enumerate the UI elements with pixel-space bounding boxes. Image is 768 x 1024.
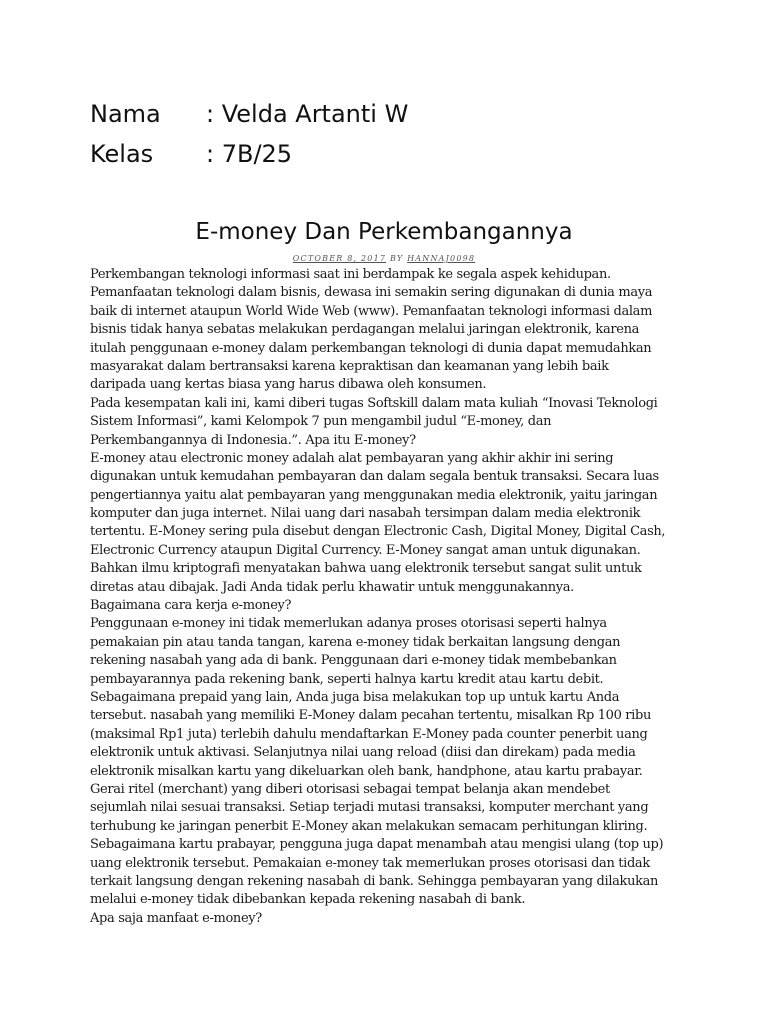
name-row (90, 94, 408, 134)
body-line: Electronic Currency ataupun Digital Currency. E-Money sangat aman untuk digunakan. (90, 542, 641, 558)
body-line: tertentu. E-Money sering pula disebut dengan Electronic Cash, Digital Money, Digital Cash, (90, 524, 666, 540)
body-line: (maksimal Rp1 juta) terlebih dahulu mendaftarkan E-Money pada counter penerbit uang (90, 726, 648, 742)
student-info (90, 94, 408, 174)
body-line: masyarakat dalam bertransaksi karena kepraktisan dan keamanan yang lebih baik (90, 358, 609, 374)
article-by: BY (389, 254, 404, 263)
article-title: E-money Dan Perkembangannya (195, 219, 573, 245)
article-author[interactable]: HANNAJ0098 (407, 254, 476, 263)
body-line: Pada kesempatan kali ini, kami diberi tugas Softskill dalam mata kuliah “Inovasi Teknologi (90, 395, 658, 411)
body-line: Bahkan ilmu kriptografi menyatakan bahwa uang elektronik tersebut sangat sulit untuk (90, 561, 642, 577)
body-line: Gerai ritel (merchant) yang diberi otorisasi sebagai tempat belanja akan mendebet (90, 781, 610, 797)
body-line: daripada uang kertas biasa yang harus dibawa oleh konsumen. (90, 377, 487, 393)
body-line: terkait langsung dengan rekening nasabah di bank. Sehingga pembayaran yang dilakukan (90, 873, 659, 889)
body-line: E-money atau electronic money adalah alat pembayaran yang akhir akhir ini sering (90, 450, 614, 466)
body-line: Sebagaimana prepaid yang lain, Anda juga bisa melakukan top up untuk kartu Anda (90, 689, 620, 705)
body-line: elektronik misalkan kartu yang dikeluarkan oleh bank, handphone, atau kartu prabayar. (90, 763, 643, 779)
body-line: elektronik untuk aktivasi. Selanjutnya nilai uang reload (diisi dan direkam) pada media (90, 745, 636, 761)
body-line: Bagaimana cara kerja e-money? (90, 598, 292, 614)
body-line: rekening nasabah yang ada di bank. Penggunaan dari e-money tidak membebankan (90, 653, 617, 669)
name-label: Nama (90, 100, 161, 128)
body-line: komputer dan juga internet. Nilai uang dari nasabah tersimpan dalam media elektronik (90, 506, 641, 522)
body-line: pemakaian pin atau tanda tangan, karena e-money tidak berkaitan langsung dengan (90, 634, 621, 650)
body-line: diretas atau dibajak. Jadi Anda tidak perlu khawatir untuk menggunakannya. (90, 579, 574, 595)
article-body (90, 266, 680, 928)
body-line: itulah penggunaan e-money dalam perkembangan teknologi di dunia dapat memudahkan (90, 340, 652, 356)
body-line: tersebut. nasabah yang memiliki E-Money dalam pecahan tertentu, misalkan Rp 100 ribu (90, 708, 651, 724)
name-value: : Velda Artanti W (206, 100, 409, 128)
article-meta (0, 253, 768, 265)
body-line: sejumlah nilai sesuai transaksi. Setiap terjadi mutasi transaksi, komputer merchant yang (90, 800, 649, 816)
body-line: Apa saja manfaat e-money? (90, 910, 262, 926)
body-line: bisnis tidak hanya sebatas melakukan perdagangan melalui jaringan elektronik, karena (90, 322, 639, 338)
body-line: Perkembangannya di Indonesia.”. Apa itu E-money? (90, 432, 416, 448)
article-date[interactable]: OCTOBER 8, 2017 (292, 254, 387, 263)
class-value: : 7B/25 (206, 140, 293, 168)
body-line: pembayarannya pada rekening bank, seperti halnya kartu kredit atau kartu debit. (90, 671, 604, 687)
body-line: melalui e-money tidak dibebankan kepada rekening nasabah di bank. (90, 892, 526, 908)
body-line: Sistem Informasi”, kami Kelompok 7 pun mengambil judul “E-money, dan (90, 414, 552, 430)
body-line: terhubung ke jaringan penerbit E-Money akan melakukan semacam perhitungan kliring. (90, 818, 648, 834)
body-line: uang elektronik tersebut. Pemakaian e-money tak memerlukan proses otorisasi dan tidak (90, 855, 650, 871)
body-line: Sebagaimana kartu prabayar, pengguna juga dapat menambah atau mengisi ulang (top up) (90, 837, 664, 853)
body-line: pengertiannya yaitu alat pembayaran yang menggunakan media elektronik, yaitu jaringan (90, 487, 658, 503)
body-line: Pemanfaatan teknologi dalam bisnis, dewasa ini semakin sering digunakan di dunia maya (90, 285, 653, 301)
body-line: digunakan untuk kemudahan pembayaran dan dalam segala bentuk transaksi. Secara luas (90, 469, 659, 485)
class-row (90, 134, 408, 174)
body-line: Penggunaan e-money ini tidak memerlukan adanya proses otorisasi seperti halnya (90, 616, 607, 632)
class-label: Kelas (90, 140, 154, 168)
body-line: Perkembangan teknologi informasi saat ini berdampak ke segala aspek kehidupan. (90, 267, 611, 282)
body-line: baik di internet ataupun World Wide Web (www). Pemanfaatan teknologi informasi dalam (90, 303, 653, 319)
